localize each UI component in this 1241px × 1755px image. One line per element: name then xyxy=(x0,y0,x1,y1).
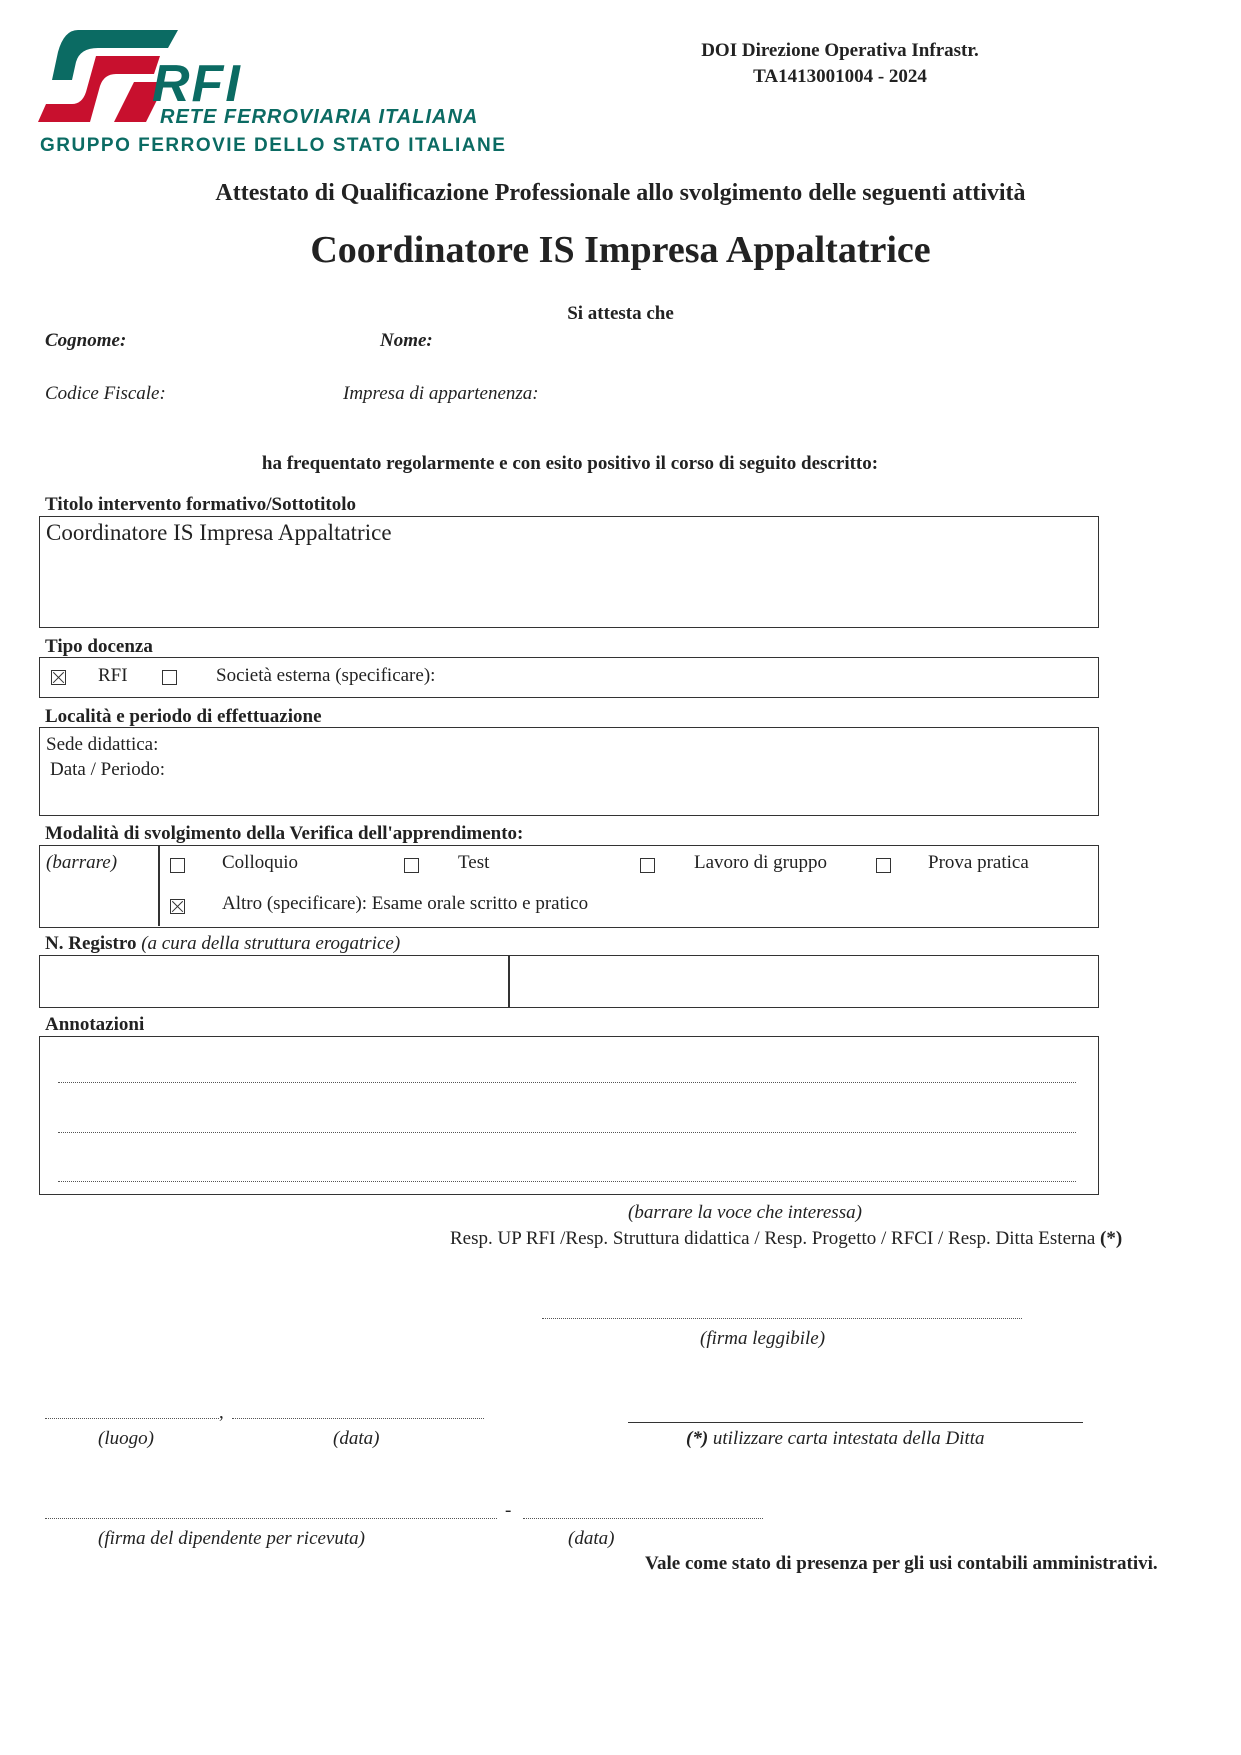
data-label: (data) xyxy=(333,1428,380,1449)
tipo-docenza-label: Tipo docenza xyxy=(45,636,153,657)
annotazioni-line-1 xyxy=(58,1082,1076,1083)
ditta-signature-line[interactable] xyxy=(628,1422,1083,1423)
altro-checkbox[interactable] xyxy=(170,899,185,914)
altro-label: Altro (specificare): Esame orale scritto e pratico xyxy=(222,893,589,914)
document-title: Coordinatore IS Impresa Appaltatrice xyxy=(310,229,931,271)
data-ricevuta-label: (data) xyxy=(568,1528,615,1549)
titolo-label: Titolo intervento formativo/Sottotitolo xyxy=(45,494,356,515)
localita-label: Località e periodo di effettuazione xyxy=(45,706,322,727)
registro-label-italic: (a cura della struttura erogatrice) xyxy=(141,933,401,954)
sede-didattica-label: Sede didattica: xyxy=(46,734,159,755)
prova-pratica-label: Prova pratica xyxy=(928,852,1029,873)
rfi-option-label: RFI xyxy=(98,665,128,686)
titolo-box[interactable] xyxy=(39,516,1099,628)
logo-rete-text: RETE FERROVIARIA ITALIANA xyxy=(160,106,479,128)
annotazioni-label: Annotazioni xyxy=(45,1014,145,1035)
logo-gruppo-text: GRUPPO FERROVIE DELLO STATO ITALIANE xyxy=(40,135,507,156)
vale-note: Vale come stato di presenza per gli usi contabili amministrativi. xyxy=(645,1553,1158,1574)
data-ricevuta-line[interactable] xyxy=(523,1518,763,1519)
societa-esterna-label: Società esterna (specificare): xyxy=(216,665,436,686)
responsabile-text: Resp. UP RFI /Resp. Struttura didattica / Resp. Progetto / RFCI / Resp. Ditta Esterna xyxy=(450,1228,1096,1249)
frequentato-line: ha frequentato regolarmente e con esito positivo il corso di seguito descritto: xyxy=(261,453,879,474)
cognome-label: Cognome: xyxy=(45,330,127,351)
data-periodo-label: Data / Periodo: xyxy=(50,759,166,780)
luogo-label: (luogo) xyxy=(98,1428,154,1449)
header-right-block xyxy=(640,38,1040,90)
societa-esterna-checkbox[interactable] xyxy=(162,670,177,685)
annotazioni-line-2 xyxy=(58,1132,1076,1133)
verifica-label: Modalità di svolgimento della Verifica dell'apprendimento: xyxy=(45,823,524,844)
verifica-divider xyxy=(158,846,160,926)
data-line[interactable] xyxy=(232,1418,484,1419)
barrare-label: (barrare) xyxy=(46,852,118,873)
doi-line: DOI Direzione Operativa Infrastr. xyxy=(701,40,979,61)
firma-dipendente-dash: - xyxy=(505,1500,512,1521)
firma-leggibile-line[interactable] xyxy=(542,1318,1022,1319)
test-label: Test xyxy=(458,852,490,873)
colloquio-checkbox[interactable] xyxy=(170,858,185,873)
impresa-label: Impresa di appartenenza: xyxy=(343,383,539,404)
barrare-voce-note: (barrare la voce che interessa) xyxy=(628,1202,862,1223)
registro-label-bold: N. Registro xyxy=(45,933,137,954)
firma-dipendente-line[interactable] xyxy=(45,1518,497,1519)
utilizzare-text: utilizzare carta intestata della Ditta xyxy=(712,1428,985,1449)
localita-box[interactable] xyxy=(39,727,1099,816)
utilizzare-star: (*) xyxy=(686,1428,709,1449)
code-line: TA1413001004 - 2024 xyxy=(753,66,927,87)
annotazioni-line-3 xyxy=(58,1181,1076,1182)
annotazioni-box[interactable] xyxy=(39,1036,1099,1195)
codice-fiscale-label: Codice Fiscale: xyxy=(45,383,166,404)
logo-rfi-text: RFI xyxy=(152,55,242,113)
rfi-checkbox[interactable] xyxy=(51,670,66,685)
colloquio-label: Colloquio xyxy=(222,852,299,873)
nome-label: Nome: xyxy=(380,330,433,351)
attesta-line: Si attesta che xyxy=(567,303,674,324)
responsabile-star: (*) xyxy=(1100,1228,1123,1249)
lavoro-gruppo-label: Lavoro di gruppo xyxy=(694,852,827,873)
registro-box-right[interactable] xyxy=(508,955,1099,1008)
test-checkbox[interactable] xyxy=(404,858,419,873)
firma-leggibile-label: (firma leggibile) xyxy=(700,1328,826,1349)
luogo-data-comma: , xyxy=(219,1402,224,1423)
responsabile-line xyxy=(450,1228,1122,1250)
registro-label xyxy=(45,933,400,955)
firma-dipendente-label: (firma del dipendente per ricevuta) xyxy=(98,1528,365,1549)
verifica-box xyxy=(39,845,1099,928)
tipo-docenza-box xyxy=(39,657,1099,698)
document-subtitle: Attestato di Qualificazione Professionale allo svolgimento delle seguenti attività xyxy=(215,180,1026,206)
luogo-line[interactable] xyxy=(45,1418,219,1419)
titolo-value: Coordinatore IS Impresa Appaltatrice xyxy=(46,520,392,545)
registro-box-left[interactable] xyxy=(39,955,510,1008)
utilizzare-note xyxy=(686,1428,985,1450)
lavoro-gruppo-checkbox[interactable] xyxy=(640,858,655,873)
prova-pratica-checkbox[interactable] xyxy=(876,858,891,873)
